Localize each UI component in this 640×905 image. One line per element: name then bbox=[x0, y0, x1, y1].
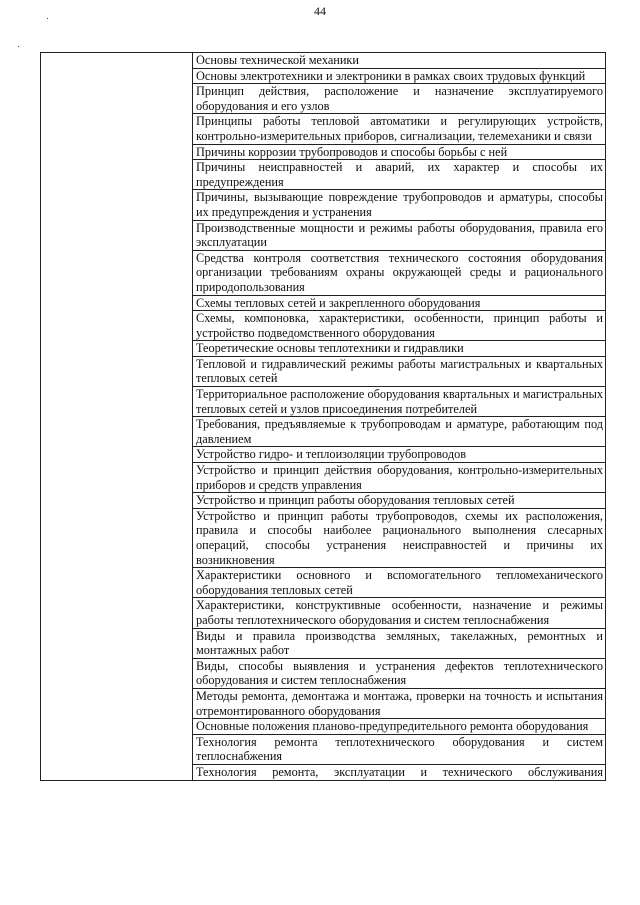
table-cell: Производственные мощности и режимы работы оборудования, правила его эксплуатации bbox=[193, 220, 606, 250]
table-cell: Схемы тепловых сетей и закрепленного оборудования bbox=[193, 295, 606, 311]
page-number: 44 bbox=[314, 4, 326, 18]
table-cell: Основы технической механики bbox=[193, 53, 606, 69]
table-cell: Средства контроля соответствия технического состояния оборудования организации требованиям охраны окружающей среды и рационального природопользования bbox=[193, 250, 606, 295]
table-cell: Характеристики основного и вспомогательного тепломеханического оборудования тепловых сетей bbox=[193, 568, 606, 598]
scan-speck bbox=[18, 46, 19, 47]
table-cell: Устройство и принцип действия оборудования, контрольно-измерительных приборов и средств управления bbox=[193, 463, 606, 493]
table-cell: Устройство и принцип работы трубопроводов, схемы их расположения, правила и способы наиболее рационального выполнения слесарных операций, способы устранения неисправностей и причины их возникновения bbox=[193, 508, 606, 567]
table-cell: Технология ремонта, эксплуатации и технического обслуживания bbox=[193, 764, 606, 780]
table-cell: Причины коррозии трубопроводов и способы борьбы с ней bbox=[193, 144, 606, 160]
table-cell: Характеристики, конструктивные особенности, назначение и режимы работы теплотехнического оборудования и систем теплоснабжения bbox=[193, 598, 606, 628]
table-cell: Виды и правила производства земляных, такелажных, ремонтных и монтажных работ bbox=[193, 628, 606, 658]
knowledge-table-body bbox=[41, 53, 606, 781]
table-cell: Устройство гидро- и теплоизоляции трубопроводов bbox=[193, 447, 606, 463]
table-cell: Основы электротехники и электроники в рамках своих трудовых функций bbox=[193, 68, 606, 84]
table-cell: Методы ремонта, демонтажа и монтажа, проверки на точность и испытания отремонтированного оборудования bbox=[193, 688, 606, 718]
table-cell: Технология ремонта теплотехнического оборудования и систем теплоснабжения bbox=[193, 734, 606, 764]
table-cell: Устройство и принцип работы оборудования тепловых сетей bbox=[193, 493, 606, 509]
table-cell: Территориальное расположение оборудования квартальных и магистральных тепловых сетей и узлов присоединения потребителей bbox=[193, 387, 606, 417]
table-cell: Причины неисправностей и аварий, их характер и способы их предупреждения bbox=[193, 160, 606, 190]
table-cell: Тепловой и гидравлический режимы работы магистральных и квартальных тепловых сетей bbox=[193, 356, 606, 386]
table-cell: Виды, способы выявления и устранения дефектов теплотехнического оборудования и систем теплоснабжения bbox=[193, 658, 606, 688]
empty-label-cell bbox=[41, 53, 193, 781]
knowledge-table bbox=[40, 52, 606, 781]
table-row bbox=[41, 53, 606, 69]
table-cell: Теоретические основы теплотехники и гидравлики bbox=[193, 341, 606, 357]
table-cell: Основные положения планово-предупредительного ремонта оборудования bbox=[193, 719, 606, 735]
table-cell: Принципы работы тепловой автоматики и регулирующих устройств, контрольно-измерительных приборов, сигнализации, телемеханики и связи bbox=[193, 114, 606, 144]
scan-speck bbox=[47, 18, 48, 19]
table-cell: Причины, вызывающие повреждение трубопроводов и арматуры, способы их предупреждения и устранения bbox=[193, 190, 606, 220]
table-cell: Принцип действия, расположение и назначение эксплуатируемого оборудования и его узлов bbox=[193, 84, 606, 114]
table-cell: Схемы, компоновка, характеристики, особенности, принцип работы и устройство подведомственного оборудования bbox=[193, 311, 606, 341]
table-cell: Требования, предъявляемые к трубопроводам и арматуре, работающим под давлением bbox=[193, 417, 606, 447]
